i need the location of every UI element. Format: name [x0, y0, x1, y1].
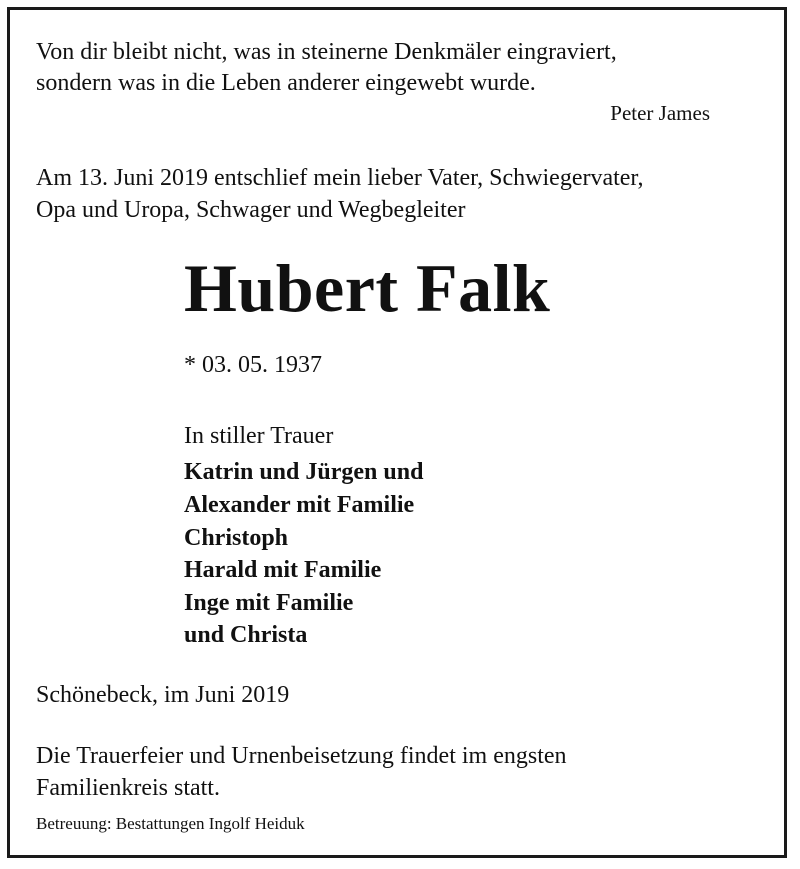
mourner-name: und Christa: [184, 622, 308, 648]
mourner-name: Harald mit Familie: [184, 557, 382, 583]
funeral-info-line-1: Die Trauerfeier und Urnenbeisetzung findet im engsten: [36, 743, 567, 769]
mourner-name: Christoph: [184, 525, 289, 551]
mourner-name: Katrin und Jürgen und: [184, 459, 424, 485]
mourner-name: Inge mit Familie: [184, 590, 354, 616]
funeral-home-credit: Betreuung: Bestattungen Ingolf Heiduk: [36, 814, 305, 833]
quote-line-2: sondern was in die Leben anderer eingewebt wurde.: [36, 70, 536, 96]
announcement-line-1: Am 13. Juni 2019 entschlief mein lieber Vater, Schwiegervater,: [36, 165, 644, 191]
mourning-intro: In stiller Trauer: [184, 423, 334, 449]
obituary-notice: [7, 7, 787, 858]
mourner-name: Alexander mit Familie: [184, 492, 415, 518]
announcement-line-2: Opa und Uropa, Schwager und Wegbegleiter: [36, 197, 466, 223]
funeral-info-line-2: Familienkreis statt.: [36, 775, 220, 801]
quote-author: Peter James: [610, 101, 710, 125]
place-and-date: Schönebeck, im Juni 2019: [36, 682, 290, 708]
quote-line-1: Von dir bleibt nicht, was in steinerne Denkmäler eingraviert,: [36, 39, 617, 65]
birth-date: * 03. 05. 1937: [184, 352, 322, 378]
deceased-name: Hubert Falk: [184, 250, 551, 326]
